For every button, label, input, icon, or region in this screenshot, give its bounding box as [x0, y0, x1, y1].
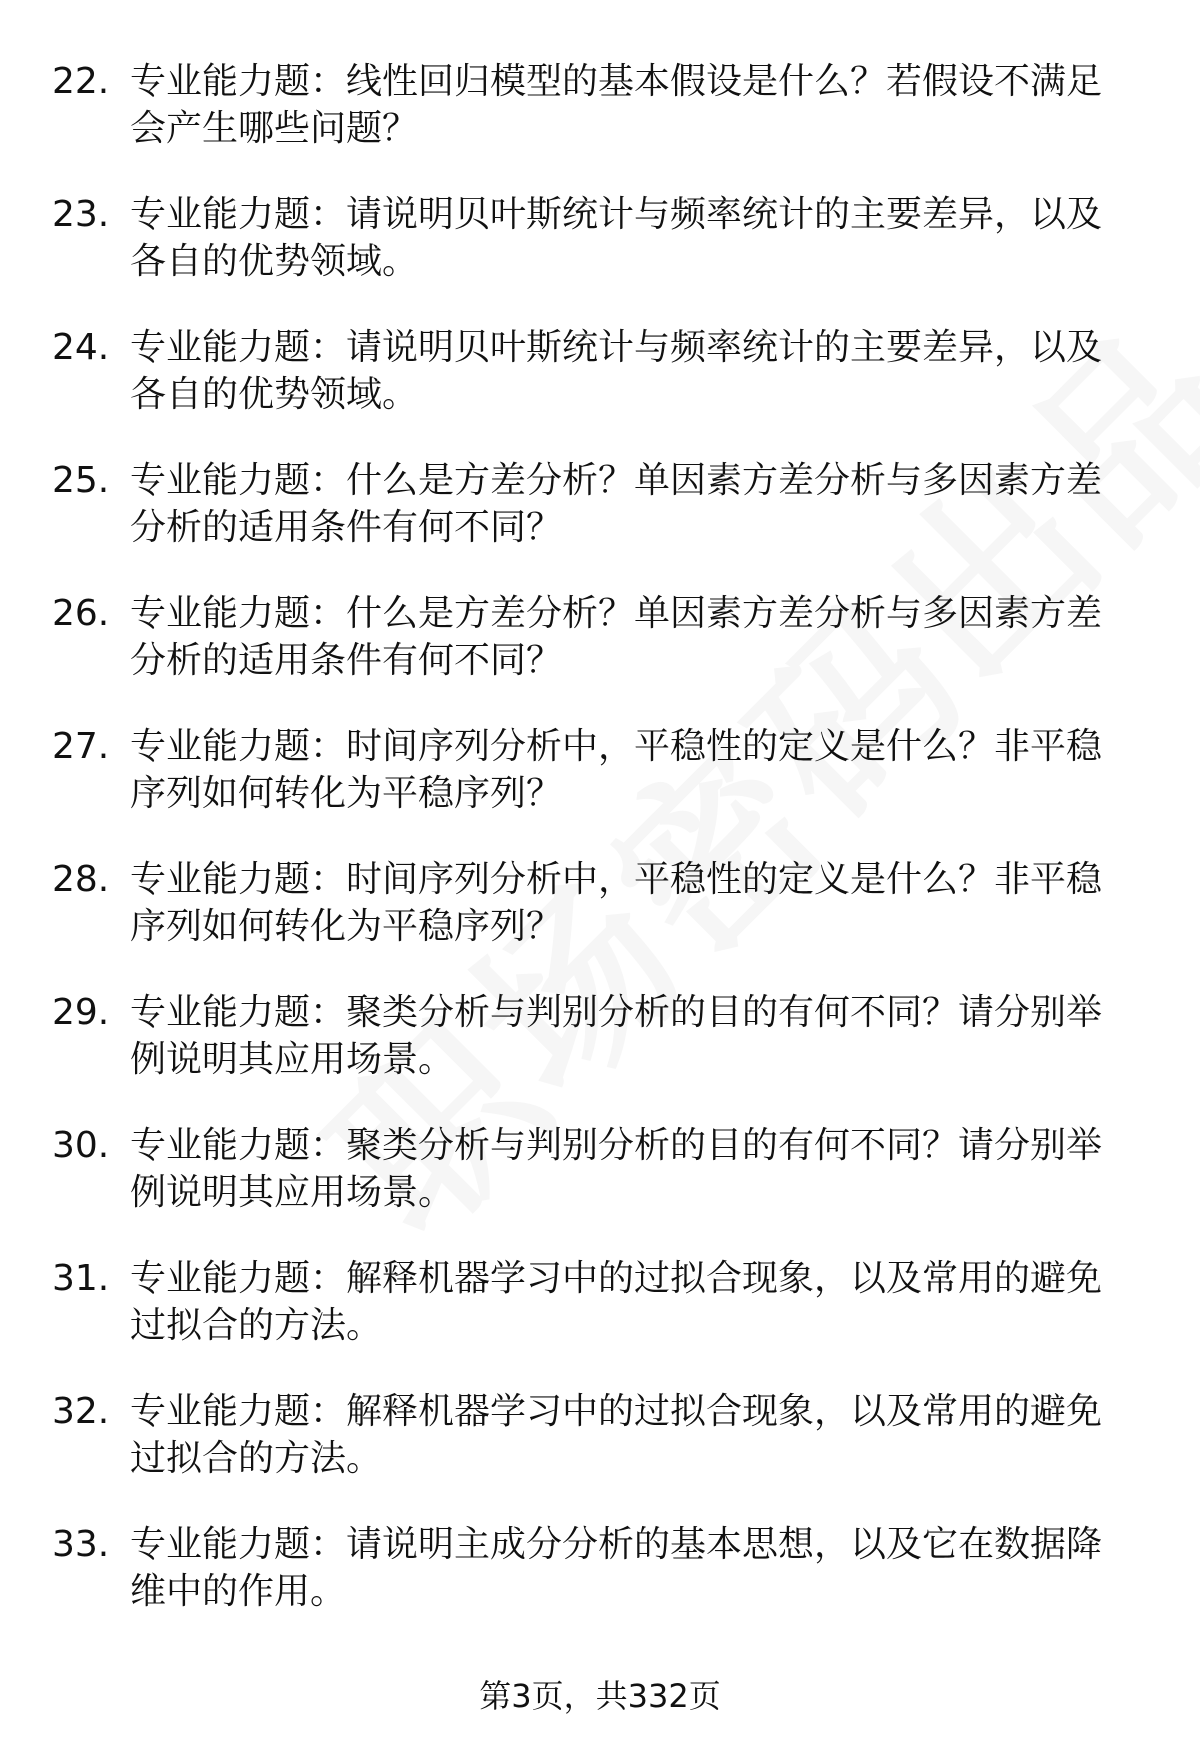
question-number: 26. — [52, 593, 110, 634]
question-number: 28. — [52, 859, 110, 900]
question-text: 专业能力题：时间序列分析中，平稳性的定义是什么？非平稳序列如何转化为平稳序列？ — [130, 726, 1103, 814]
list-item — [0, 1255, 1200, 1388]
question-number: 30. — [52, 1125, 110, 1166]
question-text: 专业能力题：解释机器学习中的过拟合现象，以及常用的避免过拟合的方法。 — [130, 1391, 1103, 1479]
question-number: 31. — [52, 1258, 110, 1299]
question-number: 29. — [52, 992, 110, 1033]
question-number: 24. — [52, 327, 110, 368]
list-item — [0, 590, 1200, 723]
question-text: 专业能力题：请说明贝叶斯统计与频率统计的主要差异，以及各自的优势领域。 — [130, 194, 1103, 282]
list-item — [0, 191, 1200, 324]
page-footer: 第3页，共332页 — [479, 1677, 721, 1715]
question-text: 专业能力题：请说明主成分分析的基本思想，以及它在数据降维中的作用。 — [130, 1524, 1103, 1612]
question-text: 专业能力题：什么是方差分析？单因素方差分析与多因素方差分析的适用条件有何不同？ — [130, 593, 1103, 681]
list-item — [0, 856, 1200, 989]
question-number: 22. — [52, 61, 110, 102]
question-number: 33. — [52, 1524, 110, 1565]
question-list — [0, 58, 1200, 1654]
question-text: 专业能力题：线性回归模型的基本假设是什么？若假设不满足会产生哪些问题？ — [130, 61, 1103, 149]
question-text: 专业能力题：什么是方差分析？单因素方差分析与多因素方差分析的适用条件有何不同？ — [130, 460, 1103, 548]
list-item — [0, 1521, 1200, 1654]
question-number: 23. — [52, 194, 110, 235]
question-text: 专业能力题：解释机器学习中的过拟合现象，以及常用的避免过拟合的方法。 — [130, 1258, 1103, 1346]
question-number: 25. — [52, 460, 110, 501]
list-item — [0, 324, 1200, 457]
list-item — [0, 1388, 1200, 1521]
list-item — [0, 58, 1200, 191]
question-number: 27. — [52, 726, 110, 767]
question-text: 专业能力题：时间序列分析中，平稳性的定义是什么？非平稳序列如何转化为平稳序列？ — [130, 859, 1103, 947]
list-item — [0, 1122, 1200, 1255]
question-text: 专业能力题：聚类分析与判别分析的目的有何不同？请分别举例说明其应用场景。 — [130, 1125, 1103, 1213]
list-item — [0, 457, 1200, 590]
question-text: 专业能力题：请说明贝叶斯统计与频率统计的主要差异，以及各自的优势领域。 — [130, 327, 1103, 415]
question-text: 专业能力题：聚类分析与判别分析的目的有何不同？请分别举例说明其应用场景。 — [130, 992, 1103, 1080]
list-item — [0, 989, 1200, 1122]
list-item — [0, 723, 1200, 856]
question-number: 32. — [52, 1391, 110, 1432]
